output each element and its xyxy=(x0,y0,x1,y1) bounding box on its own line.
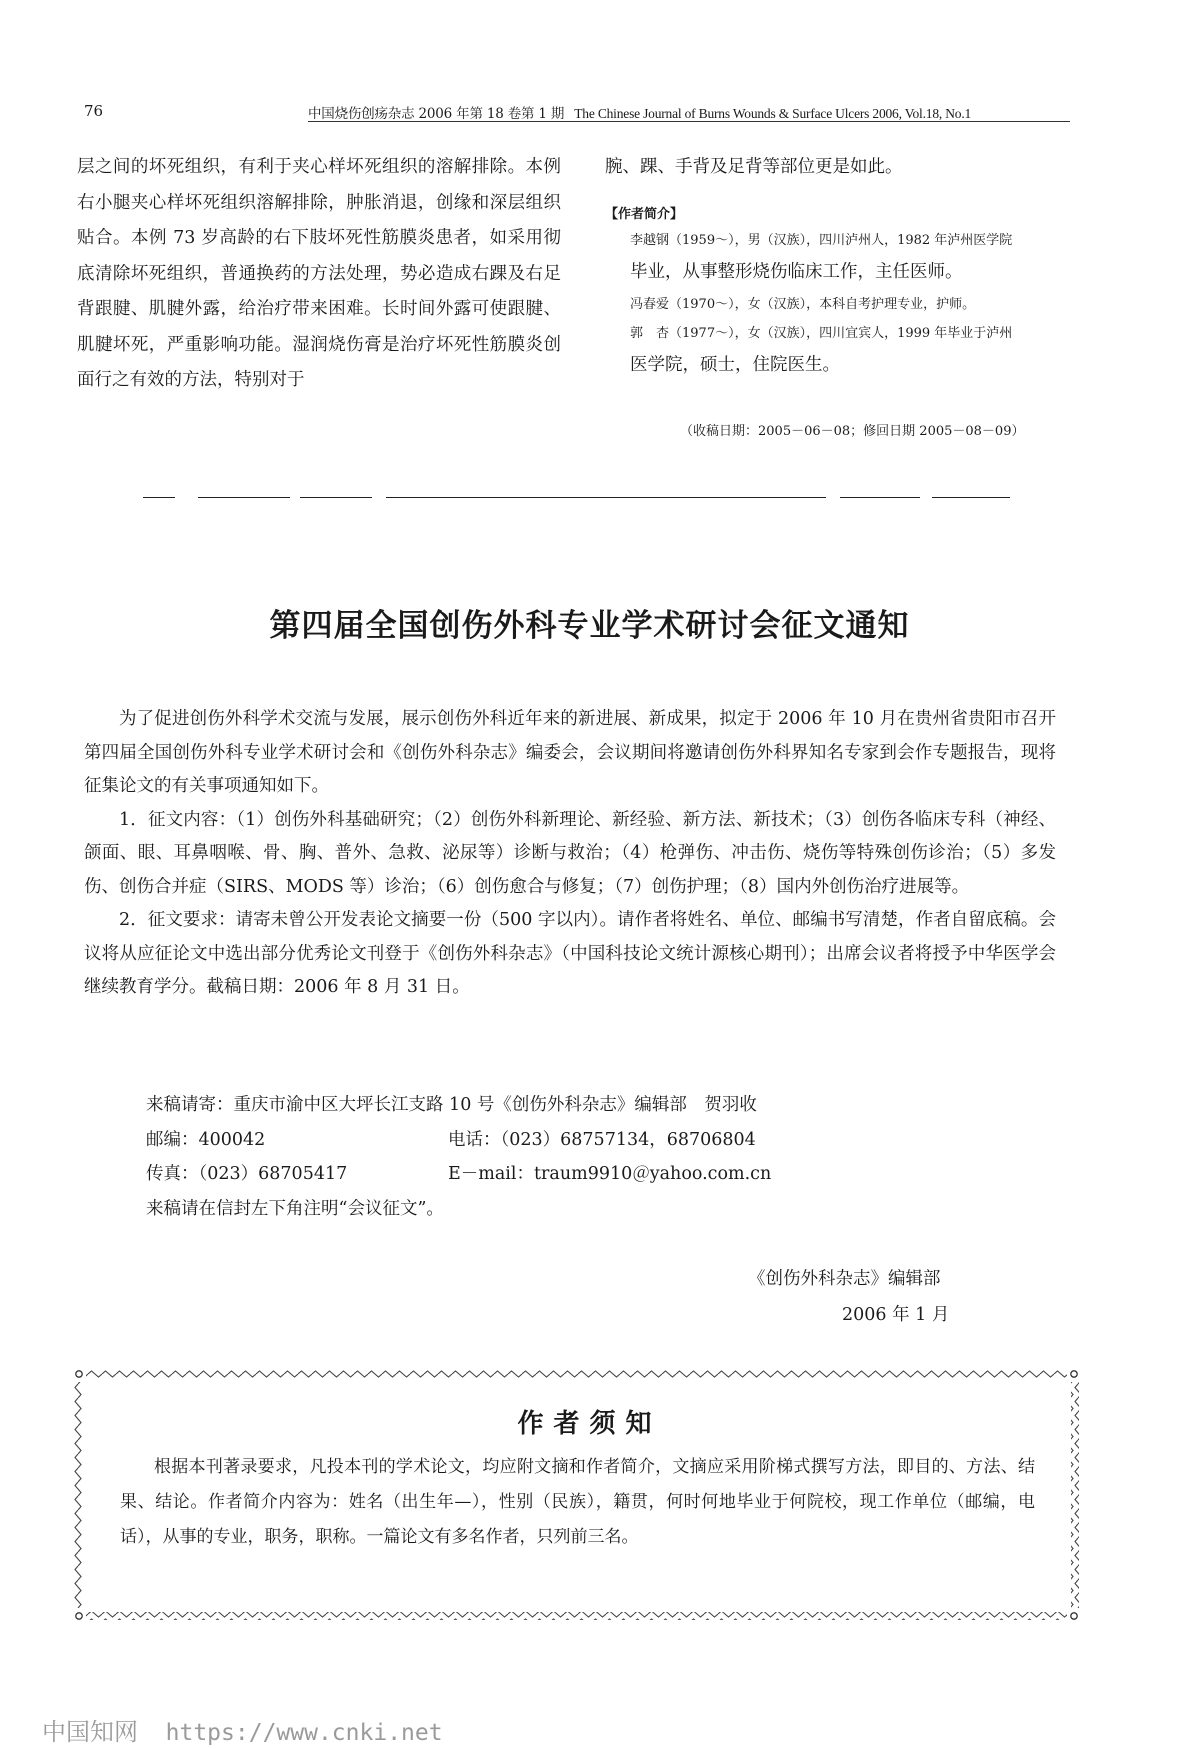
separator-segment xyxy=(300,497,372,498)
author-bio-line: 冯春爱（1970～），女（汉族），本科自考护理专业，护师。 xyxy=(630,297,976,312)
running-head xyxy=(308,102,971,122)
notice-body xyxy=(84,703,1056,1005)
prev-article-right-column xyxy=(605,150,1083,384)
author-bio-line: 医学院，硕士，住院医生。 xyxy=(630,355,840,375)
contact-address: 来稿请寄：重庆市渝中区大坪长江支路 10 号《创伤外科杂志》编辑部 贺羽收 xyxy=(146,1095,757,1115)
contact-row xyxy=(146,1123,757,1158)
author-bio-line: 李越钢（1959～），男（汉族），四川泸州人，1982 年泸州医学院 xyxy=(630,232,1013,248)
prev-article-text: 层之间的坏死组织，有利于夹心样坏死组织的溶解排除。本例右小腿夹心样坏死组织溶解排除，肿胀消退，创缘和深层组织贴合。本例 73 岁高龄的右下肢坏死性筋膜炎患者，如采用彻底清除坏死组织，普通换药的方法处理，势必造成右踝及右足背跟腱、肌腱外露，给治疗带来困难。长时间外露可使跟腱、肌腱坏死，严重影响功能。湿润烧伤膏是治疗坏死性筋膜炎创面行之有效的方法，特别对于 xyxy=(77,157,561,390)
watermark-url: https://www.cnki.net xyxy=(165,1720,443,1746)
contact-info xyxy=(146,1088,772,1226)
separator-segment xyxy=(198,497,290,498)
prev-article-continuation: 腕、踝、手背及足背等部位更是如此。 xyxy=(605,157,903,177)
page-number: 76 xyxy=(84,102,104,120)
notice-title: 第四届全国创伤外科专业学术研讨会征文通知 xyxy=(269,608,910,644)
contact-row xyxy=(146,1157,772,1192)
author-bio-title: 【作者简介】 xyxy=(605,206,684,222)
contact-email: E－mail：traum9910＠yahoo.com.cn xyxy=(448,1164,772,1184)
notice-paragraph: 为了促进创伤外科学术交流与发展，展示创伤外科近年来的新进展、新成果，拟定于 2006 年 10 月在贵州省贵阳市召开第四届全国创伤外科专业学术研讨会和《创伤外科杂志》编委会，会议期间将邀请创伤外科界知名专家到会作专题报告，现将征集论文的有关事项通知如下。 xyxy=(84,709,1056,796)
notice-date: 2006 年 1 月 xyxy=(842,1305,950,1325)
received-date: （收稿日期：2005－06－08；修回日期 2005－08－09） xyxy=(680,424,1025,439)
author-bio-line: 毕业，从事整形烧伤临床工作，主任医师。 xyxy=(630,261,963,282)
author-notice-body xyxy=(120,1450,1035,1555)
notice-paragraph: 2．征文要求：请寄未曾公开发表论文摘要一份（500 字以内）。请作者将姓名、单位、邮编书写清楚，作者自留底稿。会议将从应征论文中选出部分优秀论文刊登于《创伤外科杂志》（中国科技论文统计源核心期刊）；出席会议者将授予中华医学会继续教育学分。截稿日期：2006 年 8 月 31 日。 xyxy=(84,910,1056,997)
separator-segment xyxy=(143,497,175,498)
separator-segment xyxy=(386,497,826,498)
contact-fax: 传真：（023）68705417 xyxy=(146,1164,348,1184)
journal-title-cn: 中国烧伤创疡杂志 2006 年第 18 卷第 1 期 xyxy=(308,106,565,122)
notice-signature: 《创伤外科杂志》编辑部 xyxy=(748,1269,941,1289)
contact-postcode: 邮编：400042 xyxy=(146,1129,266,1150)
notice-paragraph: 1．征文内容：（1）创伤外科基础研究；（2）创伤外科新理论、新经验、新方法、新技术；（3）创伤各临床专科（神经、颌面、眼、耳鼻咽喉、骨、胸、普外、急救、泌尿等）诊断与救治；（4）枪弹伤、冲击伤、烧伤等特殊创伤诊治；（5）多发伤、创伤合并症（SIRS、MODS 等）诊治；（6）创伤愈合与修复；（7）创伤护理；（8）国内外创伤治疗进展等。 xyxy=(84,809,1056,897)
separator-segment xyxy=(840,497,920,498)
prev-article-left-column xyxy=(77,150,561,399)
author-bio xyxy=(605,204,1083,384)
contact-note: 来稿请在信封左下角注明“会议征文”。 xyxy=(146,1198,444,1219)
separator-segment xyxy=(932,497,1010,498)
cnki-watermark xyxy=(42,1712,443,1747)
header-rule xyxy=(308,121,1070,122)
journal-title-en: The Chinese Journal of Burns Wounds & Surface Ulcers 2006, Vol.18, No.1 xyxy=(574,106,972,121)
author-bio-line: 郭 杏（1977～），女（汉族），四川宜宾人，1999 年毕业于泸州 xyxy=(630,326,1013,341)
author-notice-title: 作者须知 xyxy=(517,1409,662,1439)
author-notice-text: 根据本刊著录要求，凡投本刊的学术论文，均应附文摘和作者简介，文摘应采用阶梯式撰写方法，即目的、方法、结果、结论。作者简介内容为：姓名（出生年—），性别（民族），籍贯，何时何地毕业于何院校，现工作单位（邮编，电话），从事的专业，职务，职称。一篇论文有多名作者，只列前三名。 xyxy=(120,1457,1035,1547)
contact-phone: 电话：（023）68757134，68706804 xyxy=(448,1129,756,1150)
watermark-site: 中国知网 xyxy=(42,1718,138,1746)
